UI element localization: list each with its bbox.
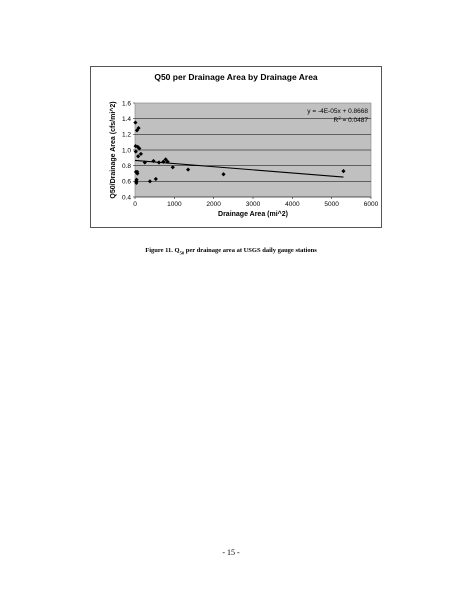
x-tick-label: 5000	[324, 201, 339, 208]
y-tick-label: 0.4	[121, 194, 131, 202]
x-tick-label: 6000	[363, 201, 379, 208]
y-tick-label: 1.6	[121, 100, 131, 108]
r-squared-label: $R^2 = 0.0487$	[333, 115, 368, 124]
caption-prefix: Figure 11. Q	[145, 247, 180, 254]
page-number: - 15 -	[222, 548, 240, 557]
figure-caption	[0, 247, 462, 255]
x-tick-label: 3000	[245, 201, 261, 208]
y-tick-label: 0.8	[121, 162, 131, 170]
scatter-chart	[91, 67, 381, 227]
x-tick-label: 4000	[285, 201, 300, 208]
chart-frame	[90, 66, 382, 228]
caption-subscript: 50	[179, 250, 185, 256]
y-tick-label: 1.4	[121, 115, 131, 123]
y-tick-label: 1.0	[121, 147, 131, 155]
x-tick-label: 2000	[206, 201, 221, 208]
y-tick-label: 1.2	[121, 131, 131, 139]
y-tick-label: 0.6	[121, 178, 131, 186]
x-tick-label: 0	[133, 201, 137, 208]
chart-title: Q50 per Drainage Area by Drainage Area	[154, 72, 318, 82]
y-axis-title: Q50/Drainage Area (cfs/mi^2)	[110, 101, 117, 199]
caption-suffix: per drainage area at USGS daily gauge stations	[184, 247, 317, 254]
trendline-equation: y = -4E-05x + 0.8668	[307, 108, 368, 115]
x-axis-title: Drainage Area (mi^2)	[218, 211, 288, 218]
x-tick-label: 1000	[167, 201, 182, 208]
